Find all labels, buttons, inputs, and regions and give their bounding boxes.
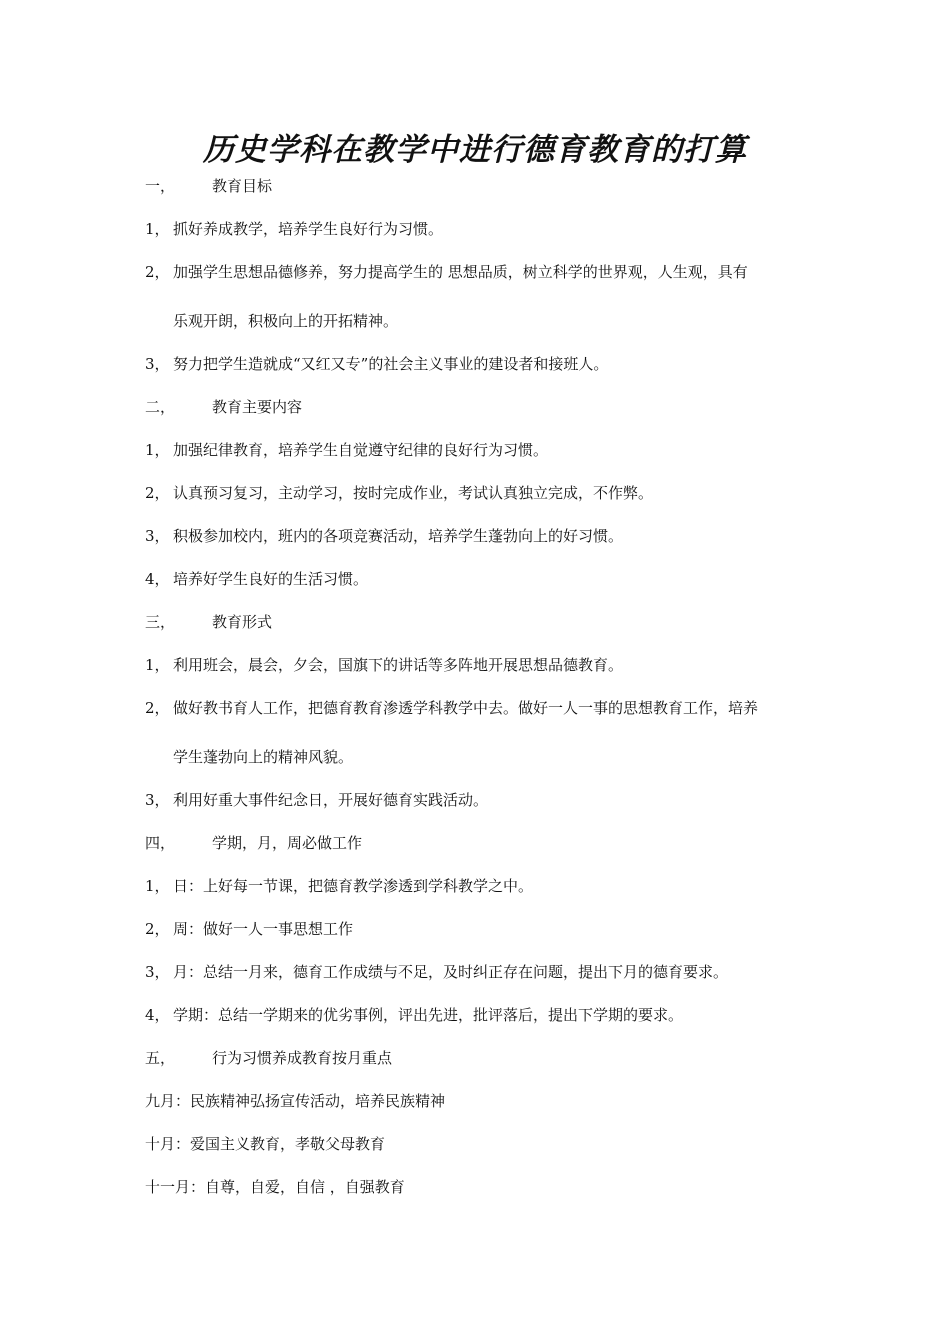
item-number: 4，	[145, 1006, 170, 1024]
section-title: 行为习惯养成教育按月重点	[212, 1049, 393, 1067]
list-item	[145, 568, 368, 590]
section-heading	[145, 1047, 392, 1069]
list-item	[145, 261, 748, 283]
section-heading	[145, 611, 272, 633]
section-number: 一，	[145, 177, 176, 195]
item-number: 1，	[145, 877, 170, 895]
item-text: 做好教书育人工作，把德育教育渗透学科教学中去。做好一人一事的思想教育工作，培养	[173, 699, 759, 717]
section-title: 教育主要内容	[212, 398, 303, 416]
item-number: 2，	[145, 484, 170, 502]
document-title: 历史学科在教学中进行德育教育的打算	[203, 132, 747, 168]
section-title: 教育目标	[212, 177, 273, 195]
item-text: 加强纪律教育，培养学生自觉遵守纪律的良好行为习惯。	[173, 441, 549, 459]
item-number: 3，	[145, 791, 170, 809]
list-item	[145, 875, 533, 897]
item-text: 月：总结一月来，德育工作成绩与不足，及时纠正存在问题，提出下月的德育要求。	[173, 963, 729, 981]
list-item	[145, 1004, 683, 1026]
item-text: 努力把学生造就成“又红又专”的社会主义事业的建设者和接班人。	[173, 355, 609, 373]
list-item	[145, 961, 728, 983]
item-text: 认真预习复习，主动学习，按时完成作业，考试认真独立完成，不作弊。	[173, 484, 654, 502]
section-number: 四，	[145, 834, 176, 852]
item-text: 日：上好每一节课，把德育教学渗透到学科教学之中。	[173, 877, 534, 895]
list-item-continuation: 学生蓬勃向上的精神风貌。	[173, 748, 354, 766]
item-number: 1，	[145, 656, 170, 674]
item-number: 3，	[145, 355, 170, 373]
item-number: 4，	[145, 570, 170, 588]
item-text: 利用好重大事件纪念日，开展好德育实践活动。	[173, 791, 489, 809]
list-item	[145, 353, 608, 375]
list-item	[145, 918, 353, 940]
list-item	[145, 654, 623, 676]
item-number: 2，	[145, 920, 170, 938]
month-item: 十月：爱国主义教育，孝敬父母教育	[145, 1135, 386, 1153]
item-number: 3，	[145, 527, 170, 545]
list-item	[145, 482, 653, 504]
section-title: 教育形式	[212, 613, 273, 631]
item-text: 学期：总结一学期来的优劣事例，评出先进，批评落后，提出下学期的要求。	[173, 1006, 684, 1024]
section-heading	[145, 396, 302, 418]
item-text: 培养好学生良好的生活习惯。	[173, 570, 369, 588]
item-text: 抓好养成教学，培养学生良好行为习惯。	[173, 220, 444, 238]
list-item-continuation: 乐观开朗，积极向上的开拓精神。	[173, 312, 399, 330]
item-number: 2，	[145, 263, 170, 281]
item-number: 1，	[145, 220, 170, 238]
item-number: 3，	[145, 963, 170, 981]
list-item	[145, 789, 488, 811]
section-number: 五，	[145, 1049, 176, 1067]
item-text: 积极参加校内，班内的各项竞赛活动，培养学生蓬勃向上的好习惯。	[173, 527, 624, 545]
section-number: 二，	[145, 398, 176, 416]
section-number: 三，	[145, 613, 176, 631]
item-text: 加强学生思想品德修养，努力提高学生的 思想品质，树立科学的世界观，人生观，具有	[173, 263, 748, 281]
item-number: 1，	[145, 441, 170, 459]
month-item: 十一月：自尊，自爱，自信 ，自强教育	[145, 1178, 405, 1196]
list-item	[145, 218, 443, 240]
list-item	[145, 525, 623, 547]
section-heading	[145, 175, 272, 197]
section-title: 学期，月，周必做工作	[212, 834, 363, 852]
list-item	[145, 697, 758, 719]
item-text: 周：做好一人一事思想工作	[173, 920, 354, 938]
month-item: 九月：民族精神弘扬宣传活动，培养民族精神	[145, 1092, 446, 1110]
section-heading	[145, 832, 362, 854]
list-item	[145, 439, 548, 461]
item-number: 2，	[145, 699, 170, 717]
item-text: 利用班会，晨会，夕会，国旗下的讲话等多阵地开展思想品德教育。	[173, 656, 624, 674]
